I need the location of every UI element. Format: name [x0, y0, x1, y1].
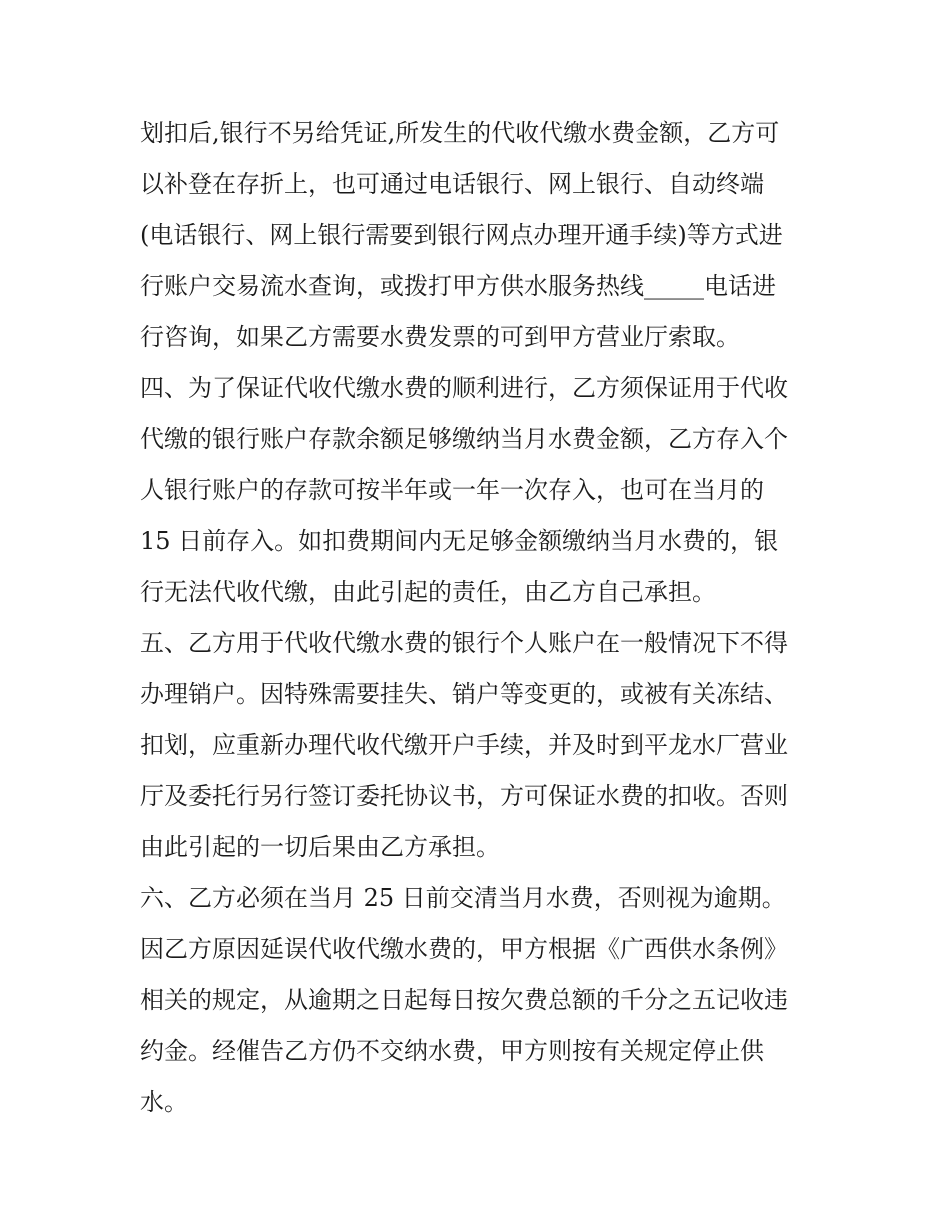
text-line: (电话银行、网上银行需要到银行网点办理开通手续)等方式进 — [140, 221, 783, 249]
text-line: 人银行账户的存款可按半年或一年一次存入，也可在当月的 — [140, 476, 764, 504]
text-line: 行咨询，如果乙方需要水费发票的可到甲方营业厅索取。 — [140, 323, 740, 351]
text-line: 行账户交易流水查询，或拨打甲方供水服务热线_____电话进 — [140, 272, 776, 300]
text-line: 15 日前存入。如扣费期间内无足够金额缴纳当月水费的，银 — [140, 527, 779, 555]
text-line: 约金。经催告乙方仍不交纳水费，甲方则按有关规定停止供 — [140, 1037, 764, 1065]
text-line: 由此引起的一切后果由乙方承担。 — [140, 833, 500, 861]
section-five-start: 五、乙方用于代收代缴水费的银行个人账户在一般情况下不得 — [140, 629, 788, 657]
text-line: 以补登在存折上，也可通过电话银行、网上银行、自动终端 — [140, 170, 764, 198]
text-line: 代缴的银行账户存款余额足够缴纳当月水费金额，乙方存入个 — [140, 425, 788, 453]
text-line: 办理销户。因特殊需要挂失、销户等变更的，或被有关冻结、 — [140, 680, 788, 708]
text-line: 行无法代收代缴，由此引起的责任，由乙方自己承担。 — [140, 578, 716, 606]
document-body — [140, 108, 830, 1128]
text-line: 扣划，应重新办理代收代缴开户手续，并及时到平龙水厂营业 — [140, 731, 788, 759]
text-line: 水。 — [140, 1088, 188, 1116]
section-six-start: 六、乙方必须在当月 25 日前交清当月水费，否则视为逾期。 — [140, 884, 786, 912]
section-four-start: 四、为了保证代收代缴水费的顺利进行，乙方须保证用于代收 — [140, 374, 788, 402]
text-line: 因乙方原因延误代收代缴水费的，甲方根据《广西供水条例》 — [140, 935, 788, 963]
text-line: 划扣后,银行不另给凭证,所发生的代收代缴水费金额，乙方可 — [140, 119, 780, 147]
text-line: 厅及委托行另行签订委托协议书，方可保证水费的扣收。否则 — [140, 782, 788, 810]
text-line: 相关的规定，从逾期之日起每日按欠费总额的千分之五记收违 — [140, 986, 788, 1014]
